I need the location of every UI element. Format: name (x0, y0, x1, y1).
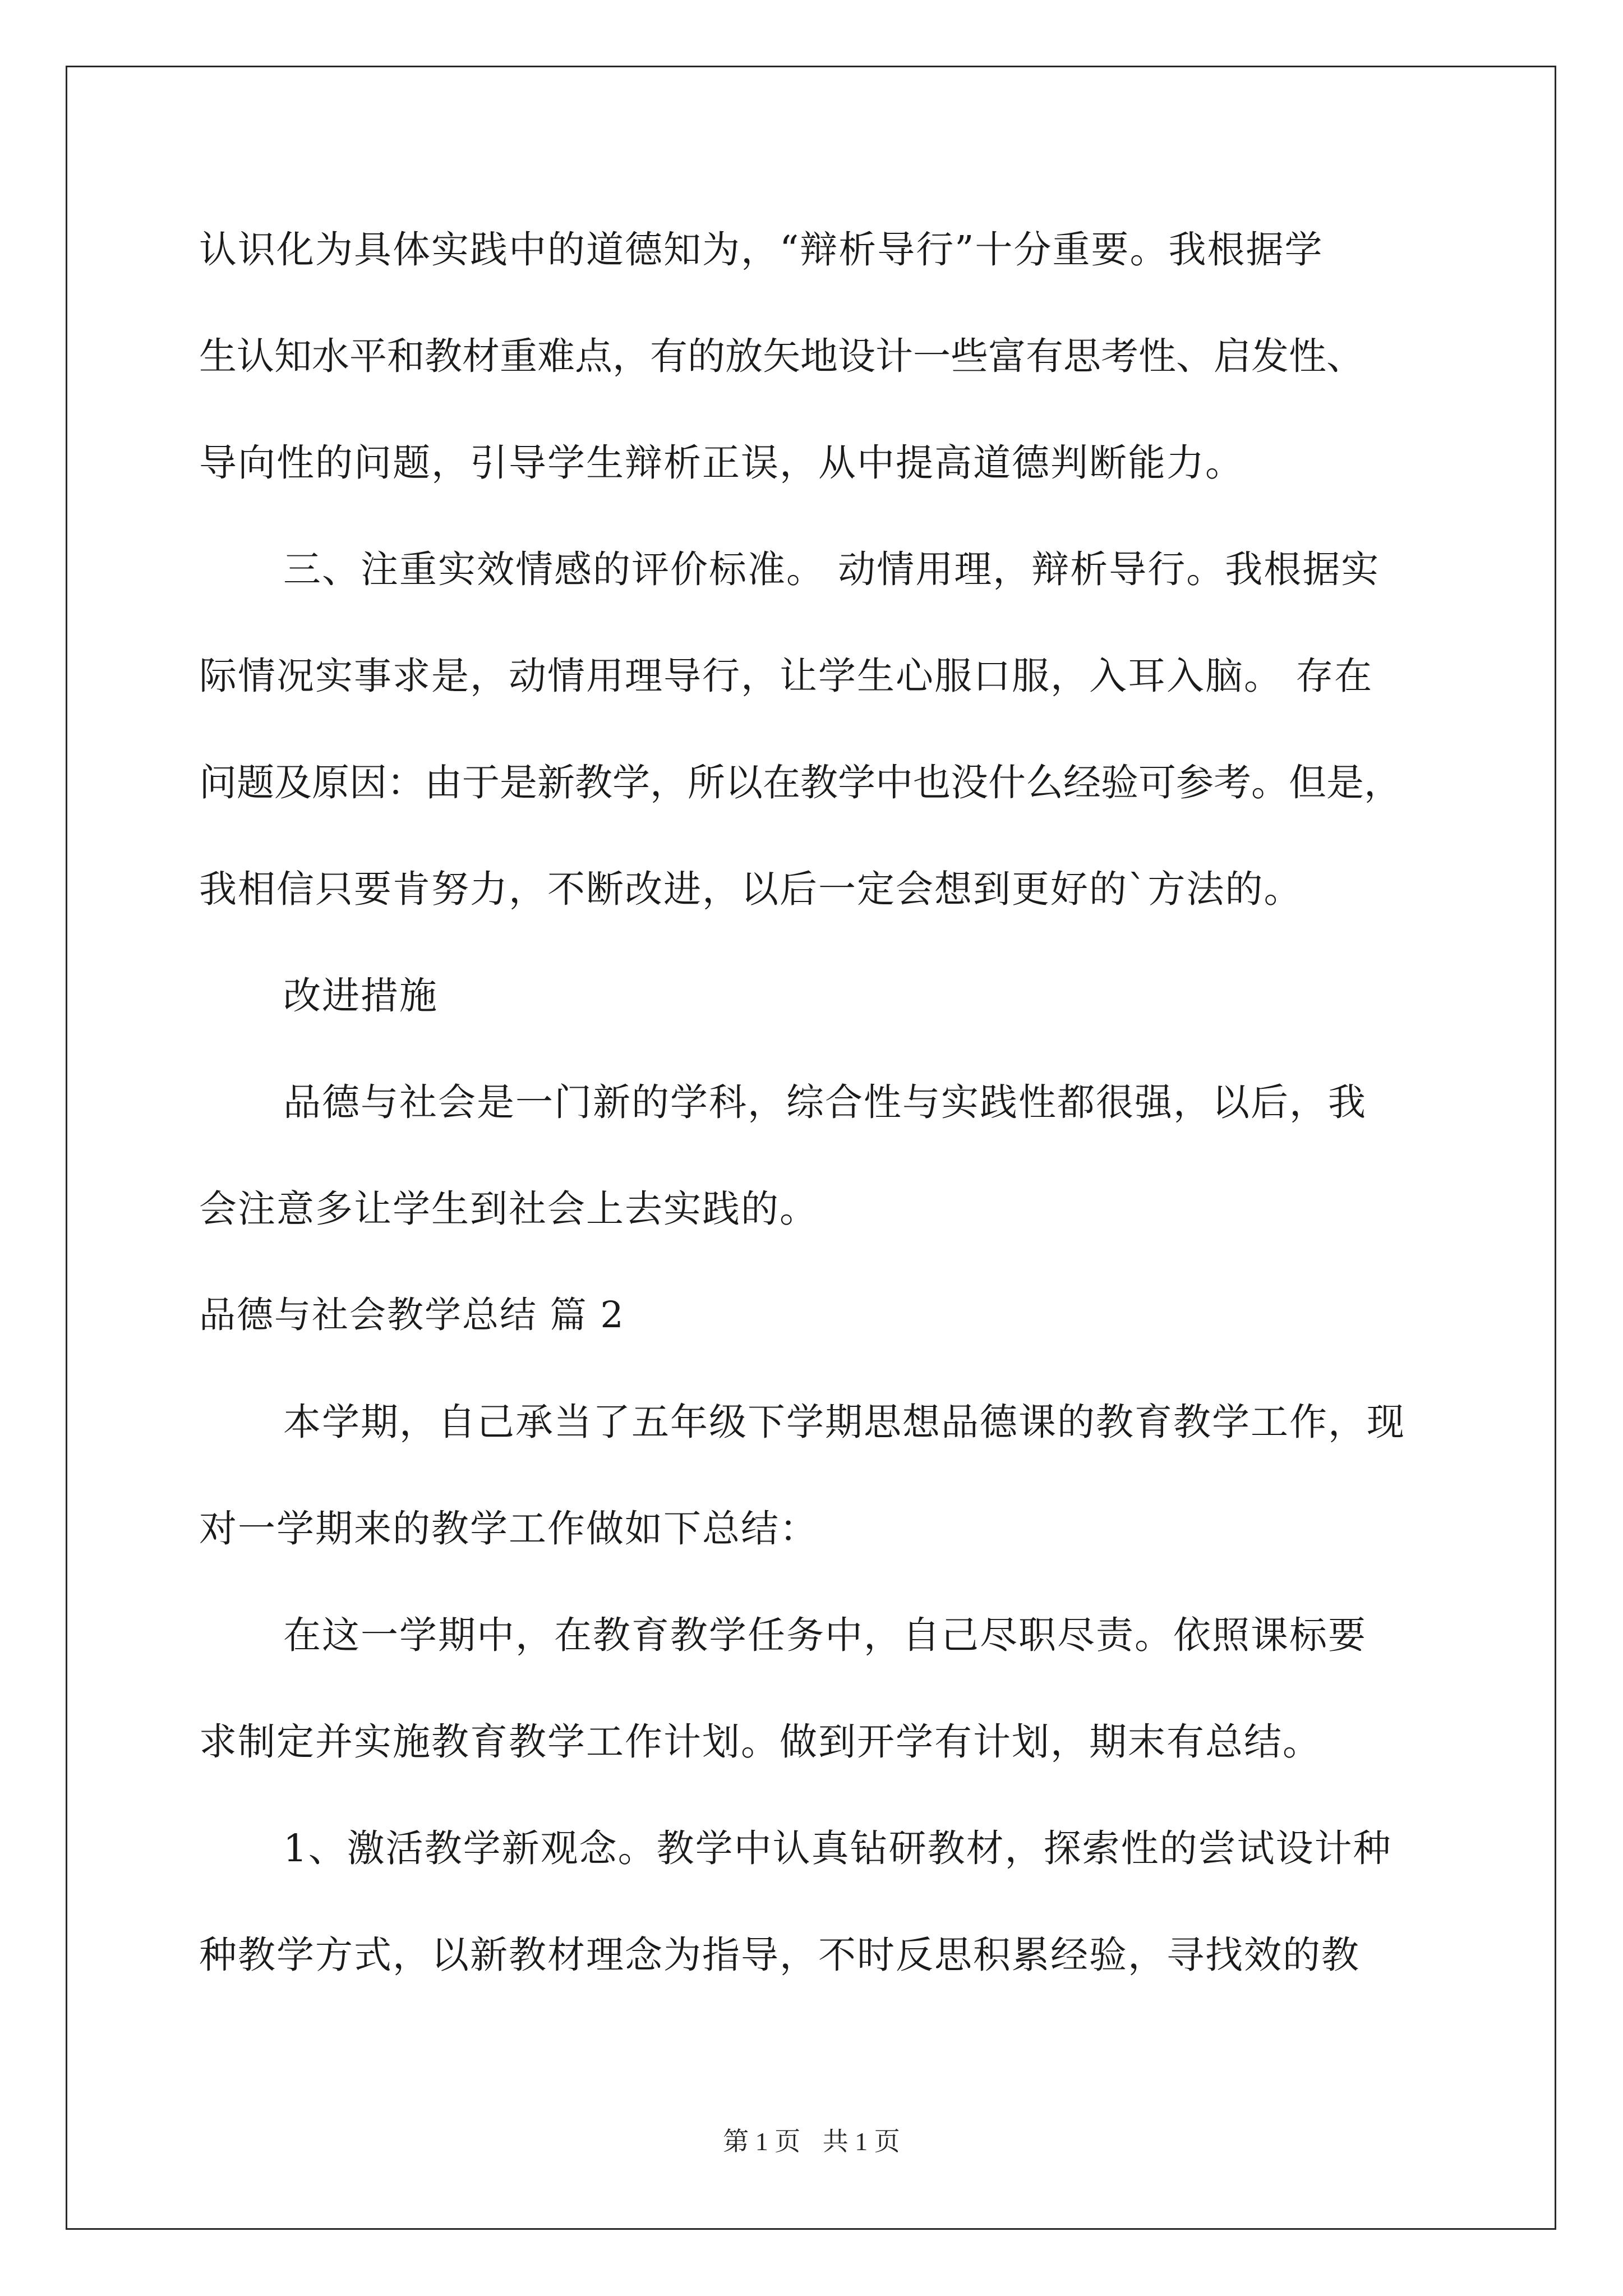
section-subheading: 改进措施 (283, 974, 438, 1018)
page-border (66, 66, 1556, 2230)
text-line: 求制定并实施教育教学工作计划。做到开学有计划，期末有总结。 (199, 1720, 1321, 1764)
page-number: 第 1 页 (723, 2127, 801, 2156)
text-line: 本学期，自己承当了五年级下学期思想品德课的教育教学工作，现 (283, 1400, 1405, 1444)
text-line: 1、激活教学新观念。教学中认真钻研教材，探索性的尝试设计种 (283, 1826, 1392, 1870)
text-line: 会注意多让学生到社会上去实践的。 (199, 1187, 818, 1231)
text-line: 导向性的问题，引导学生辩析正误，从中提高道德判断能力。 (199, 441, 1244, 485)
text-line: 我相信只要肯努力，不断改进，以后一定会想到更好的`方法的。 (199, 867, 1303, 911)
section-heading: 品德与社会教学总结 篇 2 (199, 1294, 625, 1336)
text-line: 际情况实事求是，动情用理导行，让学生心服口服，入耳入脑。 存在 (199, 654, 1373, 698)
text-line: 三、注重实效情感的评价标准。 动情用理，辩析导行。我根据实 (283, 547, 1380, 591)
text-line: 对一学期来的教学工作做如下总结： (199, 1507, 818, 1550)
text-line: 品德与社会是一门新的学科，综合性与实践性都很强，以后，我 (283, 1080, 1367, 1124)
text-line: 认识化为具体实践中的道德知为，“辩析导行”十分重要。我根据学 (199, 228, 1324, 272)
text-line: 问题及原因：由于是新教学，所以在教学中也没什么经验可参考。但是， (199, 761, 1401, 804)
text-line: 生认知水平和教材重难点，有的放矢地设计一些富有思考性、启发性、 (199, 334, 1364, 378)
text-line: 种教学方式，以新教材理念为指导，不时反思积累经验，寻找效的教 (199, 1933, 1360, 1977)
text-line: 在这一学期中，在教育教学任务中，自己尽职尽责。依照课标要 (283, 1613, 1367, 1657)
page-footer (0, 2125, 1623, 2159)
page-total: 共 1 页 (822, 2127, 900, 2156)
